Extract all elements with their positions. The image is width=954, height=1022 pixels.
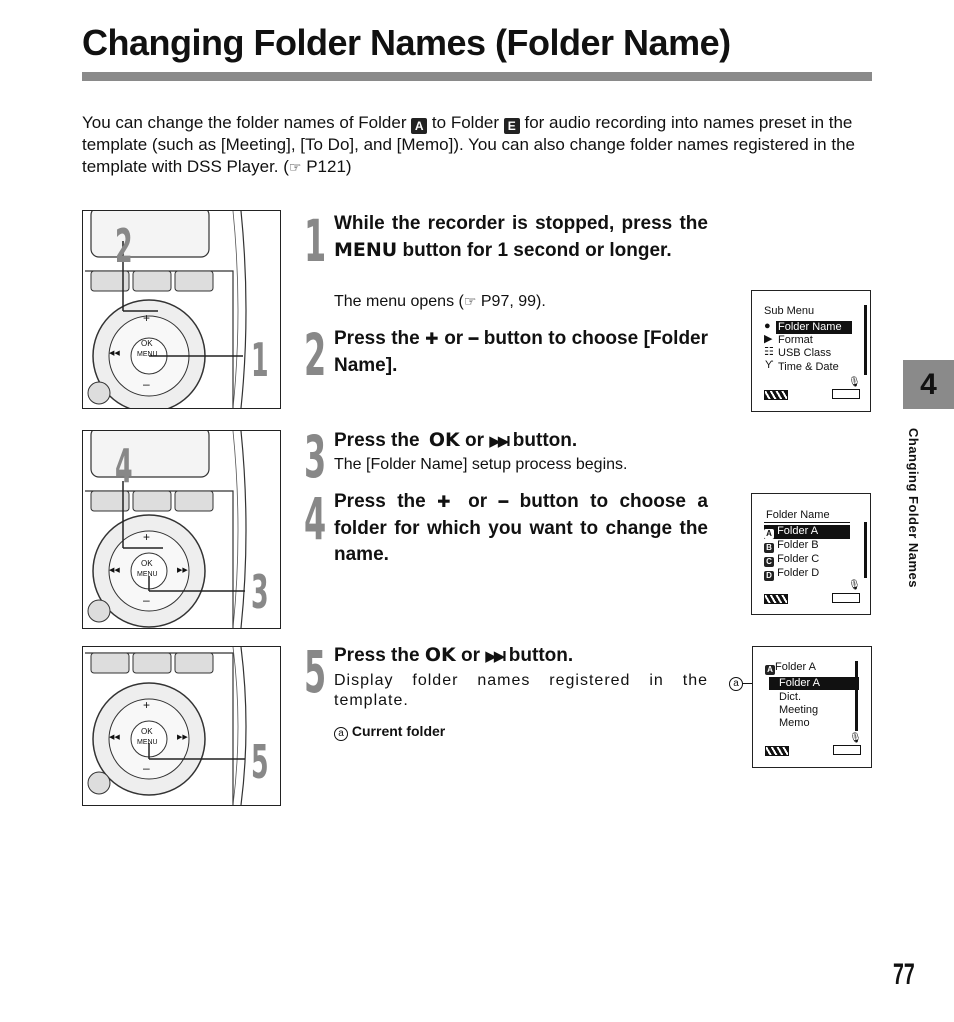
title-rule: [82, 72, 872, 81]
folder-b-icon: B: [764, 543, 774, 553]
step-3-or: or: [459, 430, 490, 451]
ok-label: OK: [141, 339, 153, 348]
lcd-status-box: [832, 593, 860, 603]
minus-icon: ━: [468, 331, 479, 348]
step-number-1: 1: [304, 207, 327, 275]
pointing-hand-icon: ☞: [288, 159, 302, 175]
step-4-text-a: Press the: [334, 491, 438, 512]
mic-icon: 🎙︎: [848, 580, 861, 591]
lcd-template-screen: [752, 646, 872, 768]
lcd-item: Dict.: [779, 691, 801, 703]
step-number-2: 2: [304, 321, 327, 389]
intro-paragraph: [82, 112, 872, 178]
fast-forward-icon: ▶▶I: [489, 433, 508, 450]
step-number-5: 5: [304, 638, 327, 706]
lcd-item-label: Folder D: [777, 567, 820, 579]
lcd-item-label: Folder C: [777, 553, 820, 565]
chapter-tab: 4: [903, 360, 954, 409]
mic-icon: 🎙︎: [849, 733, 862, 744]
device-illustration-1: [82, 210, 281, 409]
menu-key-label: MENU: [334, 239, 398, 261]
callout-label: Current folder: [351, 723, 446, 739]
lcd-title-label: Folder A: [775, 661, 816, 673]
intro-text-2: to Folder: [427, 113, 504, 132]
intro-text-3: for audio recording into names preset in the template (such as [Meeting], [To Do], and [Memo]). You can also change folder names registered in the template with DSS Player. (: [82, 113, 855, 176]
step-2-text-b: button to choose [Folder Name].: [334, 328, 709, 376]
step-5-heading: [334, 642, 573, 670]
step-5-text-b: button.: [503, 645, 574, 666]
step-1-text-a: While the recorder is stopped, press the: [334, 213, 708, 234]
page-title: Changing Folder Names (Folder Name): [82, 22, 731, 63]
lcd-item: Time & Date: [778, 361, 839, 373]
ok-label: OK: [141, 727, 153, 736]
step-5-or: or: [455, 645, 486, 666]
folder-a-icon: A: [764, 529, 774, 539]
lcd-foldername-screen: [751, 493, 871, 615]
rew-label: ◀◀: [109, 734, 120, 741]
intro-text-1: You can change the folder names of Folder: [82, 113, 412, 132]
lcd-title: Folder Name: [766, 509, 830, 521]
step-1-body-a: The menu opens (: [334, 293, 464, 310]
lcd-scrollbar: [855, 661, 858, 731]
step-1-text-b: button for 1 second or longer.: [397, 240, 672, 261]
step-3-text-a: Press the: [334, 430, 425, 451]
step-3-body: The [Folder Name] setup process begins.: [334, 456, 628, 473]
mic-icon: 🎙︎: [848, 377, 861, 388]
plus-label: +: [143, 698, 151, 712]
lcd-scrollbar: [864, 522, 867, 578]
lcd-submenu-screen: [751, 290, 871, 412]
battery-icon: [764, 390, 788, 400]
lcd-item-selected: [764, 525, 850, 539]
lcd-item: [764, 567, 819, 581]
step-5-body: Display folder names registered in the template.: [334, 672, 708, 709]
folder-a-icon: A: [411, 118, 427, 134]
lcd-item-label: Folder B: [777, 539, 819, 551]
folder-a-icon: A: [765, 665, 775, 675]
battery-icon: [765, 746, 789, 756]
step-3-text-b: button.: [507, 430, 578, 451]
callout-4: 4: [115, 439, 133, 493]
minus-icon: ━: [498, 494, 509, 511]
page-number: 77: [893, 958, 915, 991]
folder-c-icon: C: [764, 557, 774, 567]
callout-5: 5: [251, 735, 269, 789]
play-icon: ▶: [764, 333, 773, 345]
plus-label: +: [143, 311, 151, 325]
lcd-marker-a: a: [729, 677, 743, 691]
step-1-body-b: P97, 99).: [476, 293, 546, 310]
lcd-title: [765, 661, 816, 675]
menu-label: MENU: [137, 571, 158, 578]
device-illustration-2: [82, 430, 281, 629]
ff-label: ▶▶: [177, 567, 188, 574]
lcd-item: USB Class: [778, 347, 832, 359]
step-5-text-a: Press the: [334, 645, 425, 666]
step-4-or: or: [456, 491, 499, 512]
device-illustration-3: [82, 646, 281, 806]
ff-label: ▶▶: [177, 734, 188, 741]
step-4-text-b: button to choose a folder for which you want to change the name.: [334, 491, 708, 565]
lcd-status-box: [833, 745, 861, 755]
fast-forward-icon: ▶▶I: [485, 648, 504, 665]
step-2-heading: [334, 326, 708, 379]
lcd-item: Format: [778, 334, 813, 346]
rew-label: ◀◀: [109, 567, 120, 574]
lcd-title: Sub Menu: [764, 305, 815, 317]
tool-icon: Ƴ: [765, 359, 774, 371]
callout-2: 2: [115, 219, 133, 273]
lcd-title-underline: [764, 522, 850, 523]
pointing-hand-icon: ☞: [463, 293, 477, 309]
lcd-item: Meeting: [779, 704, 819, 716]
lcd-item: [764, 539, 819, 553]
callout-3: 3: [251, 565, 269, 619]
rew-label: ◀◀: [109, 350, 120, 357]
step-1-body: [334, 291, 546, 312]
step-4-heading: [334, 489, 708, 568]
ok-key-label: OK: [424, 644, 456, 666]
lcd-item-selected: Folder Name: [776, 321, 852, 334]
step-2-text-a: Press the: [334, 328, 426, 349]
plus-icon: ✚: [437, 494, 457, 511]
folder-d-icon: D: [764, 571, 774, 581]
step-1-heading: [334, 211, 708, 264]
lcd-item-selected: Folder A: [769, 677, 859, 690]
intro-text-4: P121): [301, 157, 352, 176]
lcd-item: [764, 553, 819, 567]
lcd-item-label: Folder A: [777, 525, 819, 537]
callout-marker-a: a: [334, 727, 348, 741]
minus-label: –: [143, 761, 150, 775]
folder-e-icon: E: [504, 118, 520, 134]
lcd-scrollbar: [864, 305, 867, 375]
step-number-4: 4: [304, 485, 327, 553]
battery-icon: [764, 594, 788, 604]
plus-label: +: [143, 530, 151, 544]
minus-label: –: [143, 593, 150, 607]
lcd-item: Memo: [779, 717, 810, 729]
ok-label: OK: [141, 559, 153, 568]
plus-icon: ✚: [425, 331, 439, 348]
step-number-3: 3: [304, 423, 327, 491]
ok-key-label: OK: [428, 429, 460, 451]
callout-1: 1: [251, 333, 269, 387]
current-folder-callout: [334, 723, 445, 741]
list-icon: ☷: [764, 346, 774, 358]
menu-label: MENU: [137, 739, 158, 746]
record-icon: ●: [764, 320, 771, 332]
minus-label: –: [143, 377, 150, 391]
step-3-heading: [334, 427, 577, 455]
step-2-or: or: [438, 328, 469, 349]
menu-label: MENU: [137, 351, 158, 358]
section-label-vertical: [903, 428, 927, 628]
section-label: Changing Folder Names: [906, 428, 921, 589]
lcd-status-box: [832, 389, 860, 399]
